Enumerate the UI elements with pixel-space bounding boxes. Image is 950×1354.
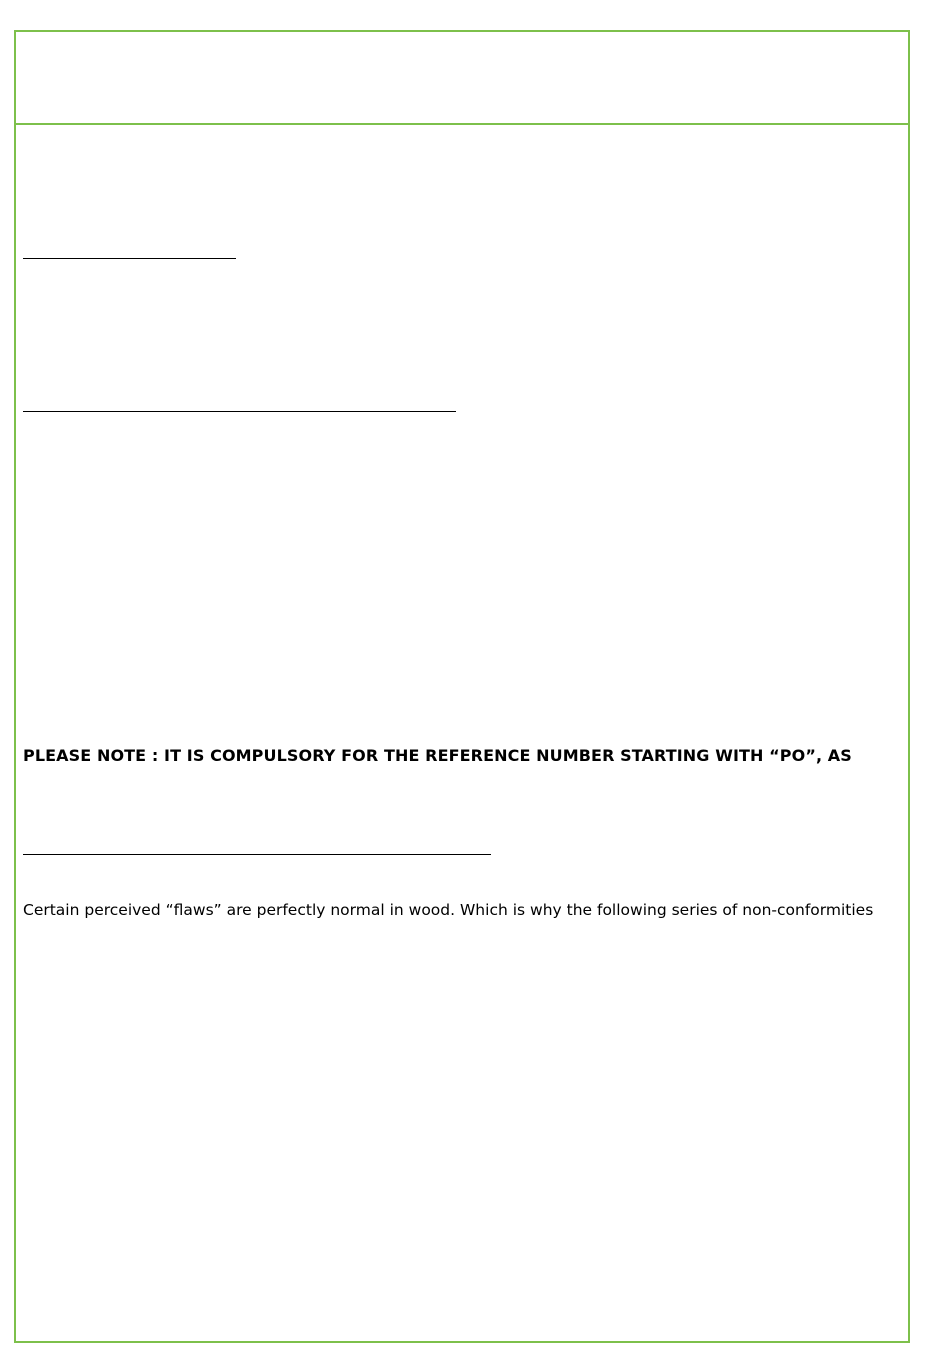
underline-rule xyxy=(23,411,456,412)
compulsory-notice: PLEASE NOTE : IT IS COMPULSORY FOR THE REFERENCE NUMBER STARTING WITH “PO”, AS xyxy=(23,746,852,765)
section-divider-line xyxy=(23,854,491,855)
wood-flaws-paragraph: Certain perceived “flaws” are perfectly normal in wood. Which is why the following series of non-conformities xyxy=(23,901,874,919)
header-band xyxy=(16,32,908,125)
document-frame xyxy=(14,30,910,1343)
signature-line xyxy=(23,258,236,259)
